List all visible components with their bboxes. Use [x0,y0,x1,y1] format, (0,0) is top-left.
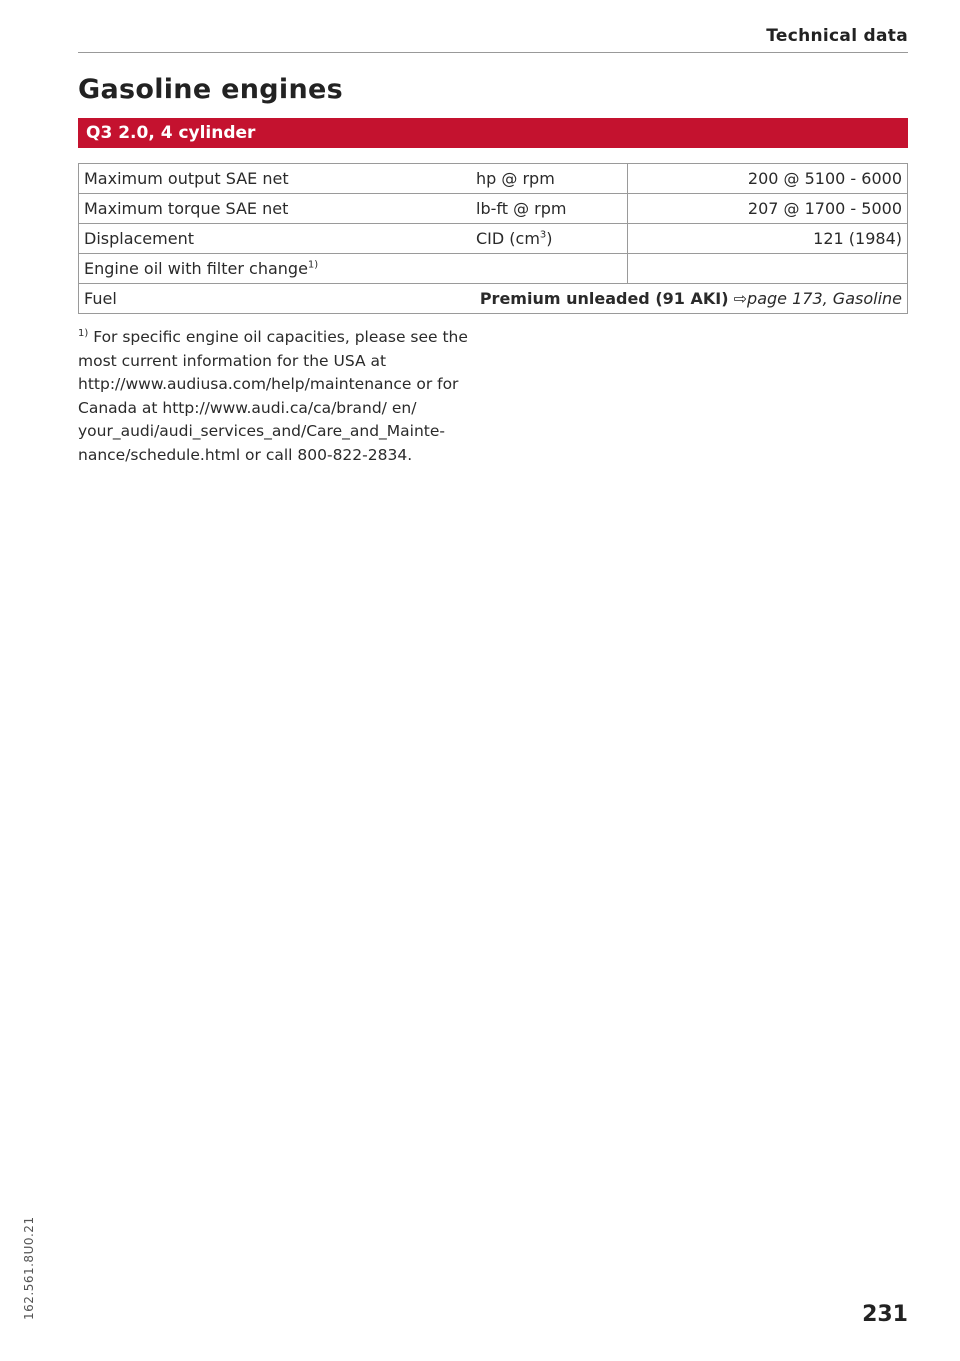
spec-value: 121 (1984) [628,224,908,254]
footnote-marker: 1) [78,327,89,339]
table-row [79,164,908,194]
table-row [79,224,908,254]
spec-value [628,254,908,284]
footnote-text: For specific engine oil capacities, please see the most current information for the USA at http://www.audiusa.com/help/maintenance or for Canada at http://www.audi.ca/ca/brand/ en/ your_audi/audi_services_and/Care_and_Mainte- nance/schedule.html or call 800-822-2834. [78,328,468,464]
spec-unit: hp @ rpm [471,164,628,194]
table-row [79,254,908,284]
footnote-ref[interactable]: 1) [307,259,319,271]
document-code: 162.561.8U0.21 [22,1216,36,1320]
spec-unit [471,254,628,284]
spec-value: 207 @ 1700 - 5000 [628,194,908,224]
spec-value: 200 @ 5100 - 6000 [628,164,908,194]
running-head: Technical data [766,26,908,46]
table-row-fuel [79,284,908,314]
spec-label: Maximum output SAE net [79,164,472,194]
spec-label: Maximum torque SAE net [79,194,472,224]
spec-unit-close: ) [546,229,553,248]
subsection-title: Q3 2.0, 4 cylinder [86,123,256,143]
spec-unit-text: CID (cm [476,229,540,248]
spec-label-text: Engine oil with filter change [84,259,308,278]
fuel-type: Premium unleaded (91 AKI) [479,289,729,308]
arrow-right-icon: ⇨ [733,289,748,308]
fuel-label: Fuel [79,284,472,314]
spec-label: Displacement [79,224,472,254]
fuel-value [471,284,908,314]
spec-unit [471,224,628,254]
header-rule [78,52,908,53]
spec-unit: lb-ft @ rpm [471,194,628,224]
table-row [79,194,908,224]
engine-spec-table [78,163,908,314]
page-reference-link[interactable]: page 173, Gasoline [747,289,902,308]
unit-superscript: 3 [539,229,547,241]
page-number: 231 [862,1302,908,1327]
footnote [78,326,478,468]
spec-label [79,254,472,284]
subsection-band [78,118,908,148]
section-title: Gasoline engines [78,74,343,105]
